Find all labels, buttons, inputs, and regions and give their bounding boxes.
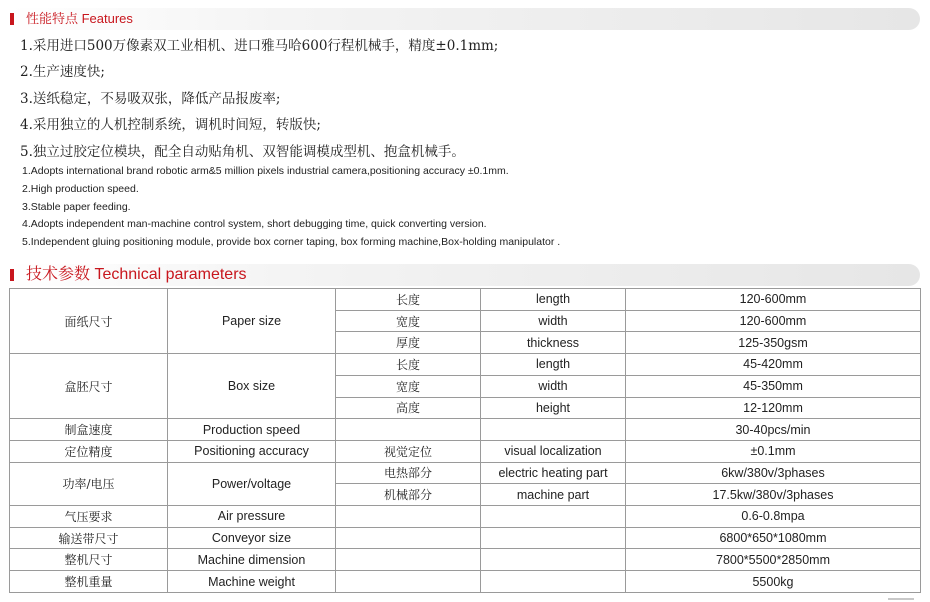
param-label-en: Paper size bbox=[168, 289, 336, 354]
param-label-en: Production speed bbox=[168, 419, 336, 441]
param-sub-cn: 长度 bbox=[336, 289, 481, 311]
param-sub-en: width bbox=[481, 310, 626, 332]
param-sub-cn: 高度 bbox=[336, 397, 481, 419]
param-sub-en: width bbox=[481, 375, 626, 397]
param-label-cn: 制盒速度 bbox=[10, 419, 168, 441]
param-label-cn: 面纸尺寸 bbox=[10, 289, 168, 354]
param-sub-en: thickness bbox=[481, 332, 626, 354]
param-value: 6kw/380v/3phases bbox=[626, 462, 921, 484]
param-sub-cn: 宽度 bbox=[336, 375, 481, 397]
table-row bbox=[10, 549, 921, 571]
parameters-table bbox=[9, 288, 921, 593]
features-title: 性能特点 Features bbox=[26, 11, 133, 26]
param-sub-cn: 厚度 bbox=[336, 332, 481, 354]
feature-en-item: 4.Adopts independent man-machine control system, short debugging time, quick converting version. bbox=[22, 218, 487, 231]
param-label-en: Air pressure bbox=[168, 506, 336, 528]
empty-cell bbox=[481, 527, 626, 549]
param-value: 45-420mm bbox=[626, 354, 921, 376]
param-sub-cn: 长度 bbox=[336, 354, 481, 376]
param-sub-cn: 视觉定位 bbox=[336, 440, 481, 462]
param-sub-en: electric heating part bbox=[481, 462, 626, 484]
param-value: 7800*5500*2850mm bbox=[626, 549, 921, 571]
param-label-cn: 定位精度 bbox=[10, 440, 168, 462]
param-sub-cn: 机械部分 bbox=[336, 484, 481, 506]
empty-cell bbox=[336, 549, 481, 571]
param-value: 125-350gsm bbox=[626, 332, 921, 354]
feature-en-item: 1.Adopts international brand robotic arm&5 million pixels industrial camera,positioning accuracy ±0.1mm. bbox=[22, 165, 509, 177]
param-value: 45-350mm bbox=[626, 375, 921, 397]
empty-cell bbox=[481, 506, 626, 528]
param-label-en: Machine weight bbox=[168, 571, 336, 593]
param-value: 0.6-0.8mpa bbox=[626, 506, 921, 528]
table-row bbox=[10, 571, 921, 593]
param-value: 17.5kw/380v/3phases bbox=[626, 484, 921, 506]
param-value: 6800*650*1080mm bbox=[626, 527, 921, 549]
param-sub-cn: 电热部分 bbox=[336, 462, 481, 484]
table-row bbox=[10, 462, 921, 484]
corner-decoration bbox=[888, 598, 914, 600]
table-row bbox=[10, 506, 921, 528]
param-label-cn: 盒胚尺寸 bbox=[10, 354, 168, 419]
param-label-en: Positioning accuracy bbox=[168, 440, 336, 462]
feature-cn-item: 1.采用进口500万像素双工业相机、进口雅马哈600行程机械手，精度±0.1mm; bbox=[20, 38, 499, 54]
table-row bbox=[10, 289, 921, 311]
table-row bbox=[10, 527, 921, 549]
param-sub-en: height bbox=[481, 397, 626, 419]
feature-cn-item: 3.送纸稳定，不易吸双张，降低产品报废率; bbox=[20, 90, 281, 107]
table-row bbox=[10, 354, 921, 376]
feature-en-item: 2.High production speed. bbox=[22, 182, 139, 195]
parameters-title: 技术参数 Technical parameters bbox=[26, 266, 247, 283]
feature-cn-item: 5.独立过胶定位模块，配全自动贴角机、双智能调模成型机、抱盒机械手。 bbox=[20, 143, 465, 160]
features-en-list bbox=[22, 162, 560, 251]
empty-cell bbox=[336, 419, 481, 441]
empty-cell bbox=[481, 549, 626, 571]
param-label-en: Conveyor size bbox=[168, 527, 336, 549]
param-label-en: Power/voltage bbox=[168, 462, 336, 505]
param-value: ±0.1mm bbox=[626, 440, 921, 462]
empty-cell bbox=[336, 527, 481, 549]
param-label-en: Box size bbox=[168, 354, 336, 419]
feature-cn-item: 4.采用独立的人机控制系统，调机时间短，转版快; bbox=[20, 117, 321, 134]
param-sub-en: visual localization bbox=[481, 440, 626, 462]
section-marker bbox=[10, 13, 14, 25]
feature-en-item: 3.Stable paper feeding. bbox=[22, 200, 131, 213]
param-label-cn: 气压要求 bbox=[10, 506, 168, 528]
features-cn-list bbox=[20, 33, 498, 165]
feature-cn-item: 2.生产速度快; bbox=[20, 64, 105, 81]
parameters-header bbox=[8, 264, 920, 286]
param-value: 12-120mm bbox=[626, 397, 921, 419]
param-label-en: Machine dimension bbox=[168, 549, 336, 571]
param-value: 5500kg bbox=[626, 571, 921, 593]
features-header bbox=[8, 8, 920, 30]
empty-cell bbox=[481, 419, 626, 441]
param-label-cn: 整机尺寸 bbox=[10, 549, 168, 571]
param-sub-en: machine part bbox=[481, 484, 626, 506]
param-value: 30-40pcs/min bbox=[626, 419, 921, 441]
table-row bbox=[10, 419, 921, 441]
param-value: 120-600mm bbox=[626, 289, 921, 311]
param-label-cn: 输送带尺寸 bbox=[10, 527, 168, 549]
table-row bbox=[10, 440, 921, 462]
feature-en-item: 5.Independent gluing positioning module, provide box corner taping, box forming machine,Box-holding manipulator . bbox=[22, 236, 561, 249]
empty-cell bbox=[481, 571, 626, 593]
empty-cell bbox=[336, 571, 481, 593]
param-label-cn: 整机重量 bbox=[10, 571, 168, 593]
param-sub-cn: 宽度 bbox=[336, 310, 481, 332]
param-sub-en: length bbox=[481, 354, 626, 376]
section-marker bbox=[10, 269, 14, 281]
empty-cell bbox=[336, 506, 481, 528]
param-sub-en: length bbox=[481, 289, 626, 311]
param-value: 120-600mm bbox=[626, 310, 921, 332]
param-label-cn: 功率/电压 bbox=[10, 462, 168, 505]
